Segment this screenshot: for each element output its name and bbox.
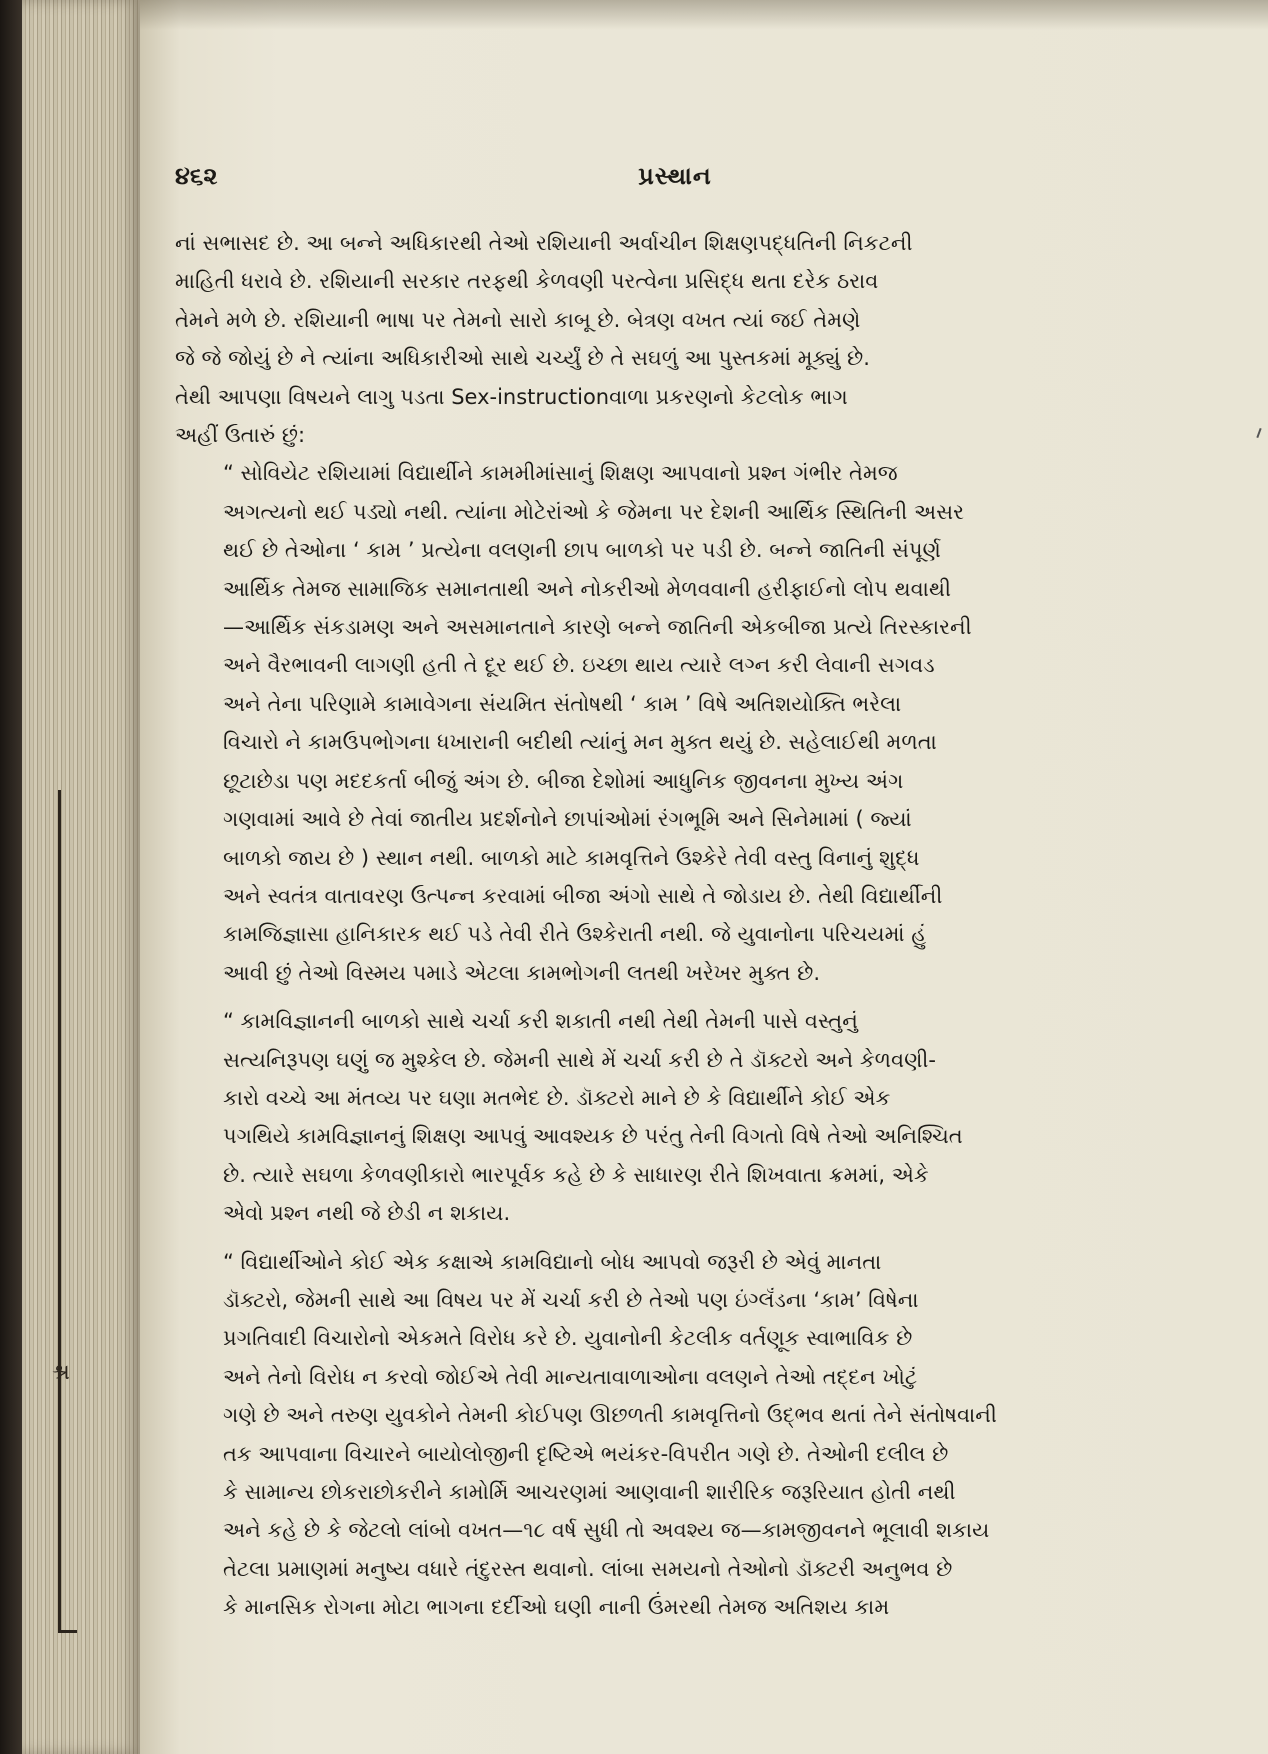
text-line: નાં સભાસદ છે. આ બન્ને અધિકારથી તેઓ રશિયાની અર્વાચીન શિક્ષણપદ્ધતિની નિકટની — [175, 231, 913, 255]
text-line: ગણવામાં આવે છે તેવાં જાતીય પ્રદર્શનોને છાપાંઓમાં રંગભૂમિ અને સિનેમામાં ( જ્યાં — [223, 807, 912, 832]
text-line: “ કામવિજ્ઞાનની બાળકો સાથે ચર્ચા કરી શકાતી નથી તેથી તેમની પાસે વસ્તુનું — [223, 1009, 858, 1034]
text-line: છે. ત્યારે સઘળા કેળવણીકારો ભારપૂર્વક કહે છે કે સાધારણ રીતે શિખવાતા ક્રમમાં, એકે — [223, 1162, 929, 1187]
text-line: એવો પ્રશ્ન નથી જે છેડી ન શકાય. — [223, 1201, 511, 1226]
text-line: તેટલા પ્રમાણમાં મનુષ્ય વધારે તંદુરસ્ત થવાનો. લાંબા સમયનો તેઓનો ડૉક્ટરી અનુભવ છે — [223, 1556, 953, 1581]
paragraph-4 — [175, 1243, 1235, 1627]
edge-margin-line — [58, 790, 77, 1633]
text-line: અને વૈરભાવની લાગણી હતી તે દૂર થઈ છે. ઇચ્છા થાય ત્યારે લગ્ન કરી લેવાની સગવડ — [223, 653, 935, 678]
text-line: માહિતી ધરાવે છે. રશિયાની સરકાર તરફથી કેળવણી પરત્વેના પ્રસિદ્ધ થતા દરેક ઠરાવ — [175, 269, 879, 294]
text-line: તક આપવાના વિચારને બાયોલોજીની દૃષ્ટિએ ભયંકર-વિપરીત ગણે છે. તેઓની દલીલ છે — [223, 1441, 949, 1466]
text-line: પ્રગતિવાદી વિચારોનો એકમતે વિરોધ કરે છે. યુવાનોની કેટલીક વર્તણૂક સ્વાભાવિક છે — [223, 1326, 913, 1351]
text-line: “ સોવિયેટ રશિયામાં વિદ્યાર્થીને કામમીમાંસાનું શિક્ષણ આપવાનો પ્રશ્ન ગંભીર તેમજ — [223, 461, 898, 486]
text-line: અહીં ઉતારું છું: — [175, 423, 306, 448]
margin-tick — [1256, 428, 1261, 438]
text-line: તેમને મળે છે. રશિયાની ભાષા પર તેમનો સારો કાબૂ છે. બેત્રણ વખત ત્યાં જઈ તેમણે — [175, 307, 861, 332]
paragraph-3 — [175, 1002, 1235, 1232]
text-line: કે માનસિક રોગના મોટા ભાગના દર્દીઓ ઘણી નાની ઉંમરથી તેમજ અતિશય કામ — [223, 1595, 890, 1620]
text-line: કે સામાન્ય છોકરાછોકરીને કામોર્મિ આચરણમાં આણવાની શારીરિક જરૂરિયાત હોતી નથી — [223, 1480, 956, 1504]
book-binding — [0, 0, 22, 1754]
text-line: આવી છું તેઓ વિસ્મય પમાડે એટલા કામભોગની લતથી ખરેખર મુક્ત છે. — [223, 960, 821, 985]
text-line: તેથી આપણા વિષયને લાગુ પડતા Sex-instructionવાળા પ્રકરણનો કેટલોક ભાગ — [175, 384, 848, 409]
text-line: “ વિદ્યાર્થીઓને કોઈ એક કક્ષાએ કામવિદ્યાનો બોધ આપવો જરૂરી છે એવું માનતા — [223, 1249, 882, 1274]
edge-margin-mark: શ્ર — [52, 1360, 70, 1385]
text-line: થઈ છે તેઓના ‘ કામ ’ પ્રત્યેના વલણની છાપ બાળકો પર પડી છે. બન્ને જાતિની સંપૂર્ણ — [223, 538, 941, 563]
page-edges — [22, 0, 140, 1754]
text-line: અને તેના પરિણામે કામાવેગના સંયમિત સંતોષથી ‘ કામ ’ વિષે અતિશયોક્તિ ભરેલા — [223, 691, 902, 716]
text-line: ડૉક્ટરો, જેમની સાથે આ વિષય પર મેં ચર્ચા કરી છે તેઓ પણ ઇંગ્લૅંડના ‘કામ’ વિષેના — [223, 1287, 919, 1312]
page-shadow — [140, 0, 1268, 30]
text-line: કારો વચ્ચે આ મંતવ્ય પર ઘણા મતભેદ છે. ડૉક્ટરો માને છે કે વિદ્યાર્થીને કોઈ એક — [223, 1085, 891, 1110]
text-line: છૂટાછેડા પણ મદદકર્તા બીજું અંગ છે. બીજા દેશોમાં આધુનિક જીવનના મુખ્ય અંગ — [223, 768, 904, 793]
text-line: વિચારો ને કામઉપભોગના ધખારાની બદીથી ત્યાંનું મન મુક્ત થયું છે. સહેલાઈથી મળતા — [223, 730, 937, 755]
text-line: અગત્યનો થઈ પડ્યો નથી. ત્યાંના મોટેરાંઓ કે જેમના પર દેશની આર્થિક સ્થિતિની અસર — [223, 499, 964, 524]
page-header — [175, 162, 1175, 202]
text-line: અને સ્વતંત્ર વાતાવરણ ઉત્પન્ન કરવામાં બીજા અંગો સાથે તે જોડાય છે. તેથી વિદ્યાર્થીની — [223, 883, 943, 908]
text-line: જે જે જોયું છે ને ત્યાંના અધિકારીઓ સાથે ચર્ચ્યું છે તે સઘળું આ પુસ્તકમાં મૂક્યું છે. — [175, 346, 870, 371]
text-line: પગથિયે કામવિજ્ઞાનનું શિક્ષણ આપવું આવશ્યક છે પરંતુ તેની વિગતો વિષે તેઓ અનિશ્ચિત — [223, 1124, 963, 1149]
page-number: ૪૬૨ — [175, 162, 218, 190]
paragraph-gap — [175, 1233, 1235, 1243]
text-line: અને કહે છે કે જેટલો લાંબો વખત—૧૮ વર્ષ સુધી તો અવશ્ય જ—કામજીવનને ભૂલાવી શકાય — [223, 1518, 990, 1543]
paragraph-2 — [175, 454, 1235, 992]
text-line: કામજિજ્ઞાસા હાનિકારક થઈ પડે તેવી રીતે ઉશ્કેરાતી નથી. જે યુવાનોના પરિચયમાં હું — [223, 922, 927, 947]
paragraph-gap — [175, 992, 1235, 1002]
running-title: પ્રસ્થાન — [638, 162, 712, 190]
text-line: આર્થિક તેમજ સામાજિક સમાનતાથી અને નોકરીઓ મેળવવાની હરીફાઈનો લોપ થવાથી — [223, 576, 951, 601]
body-text — [175, 224, 1235, 1627]
text-line: ગણે છે અને તરુણ યુવકોને તેમની કોઈપણ ઊછળતી કામવૃત્તિનો ઉદ્ભવ થતાં તેને સંતોષવાની — [223, 1403, 997, 1428]
paragraph-1 — [175, 224, 1235, 454]
text-line: બાળકો જાય છે ) સ્થાન નથી. બાળકો માટે કામવૃત્તિને ઉશ્કેરે તેવી વસ્તુ વિનાનું શુદ્ધ — [223, 845, 920, 870]
text-line: અને તેનો વિરોધ ન કરવો જોઈએ તેવી માન્યતાવાળાઓના વલણને તેઓ તદ્દન ખોટું — [223, 1364, 918, 1389]
text-line: સત્યનિરૂપણ ઘણું જ મુશ્કેલ છે. જેમની સાથે મેં ચર્ચા કરી છે તે ડૉક્ટરો અને કેળવણી- — [223, 1047, 937, 1072]
text-line: —આર્થિક સંકડામણ અને અસમાનતાને કારણે બન્ને જાતિની એકબીજા પ્રત્યે તિરસ્કારની — [223, 615, 972, 640]
